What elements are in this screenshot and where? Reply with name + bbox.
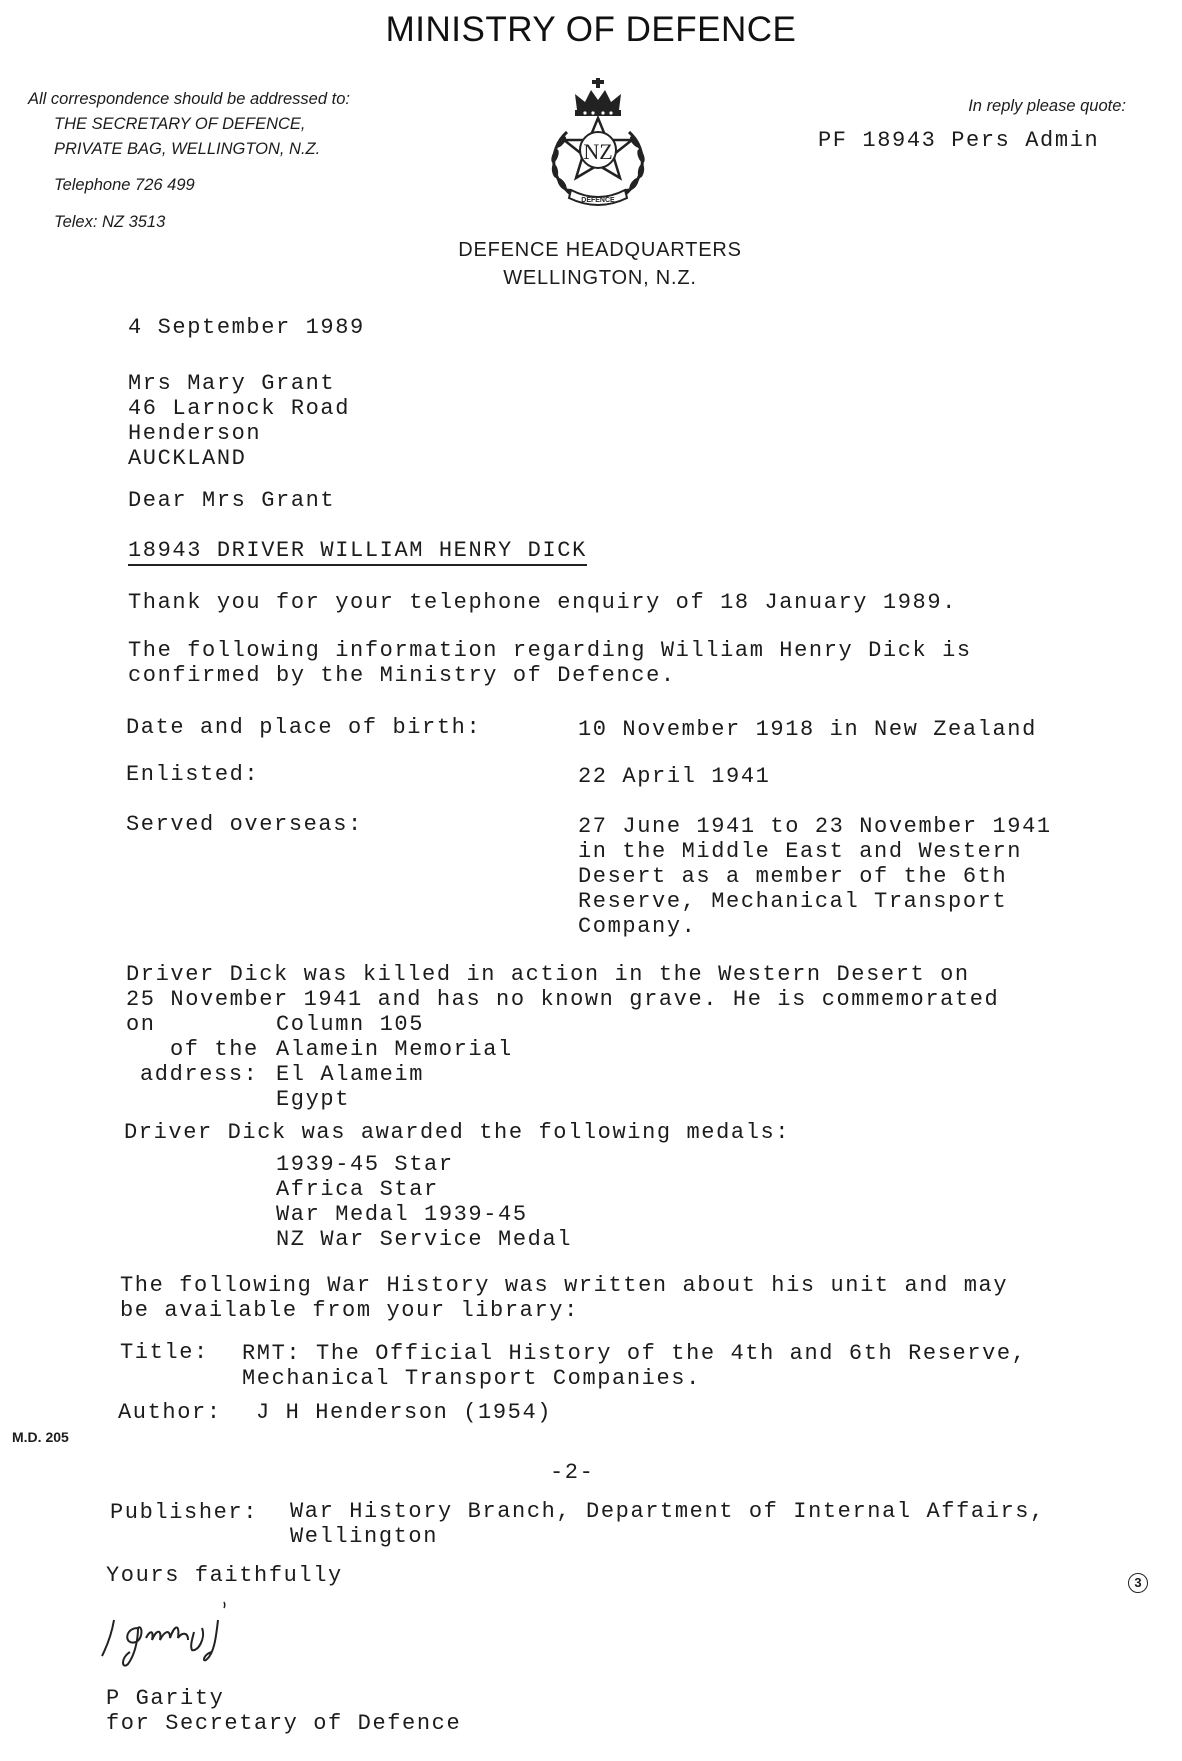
crest-letters: NZ — [583, 139, 613, 164]
form-code: M.D. 205 — [12, 1429, 69, 1445]
subject-line: 18943 DRIVER WILLIAM HENRY DICK — [128, 538, 587, 566]
memorial-address-line: El Alameim — [276, 1062, 425, 1087]
book-title-label: Title: — [120, 1340, 209, 1365]
handwritten-signature — [94, 1598, 254, 1670]
addressee-line-1: THE SECRETARY OF DEFENCE, — [54, 115, 306, 133]
page-number: -2- — [550, 1460, 595, 1485]
letter-date: 4 September 1989 — [128, 315, 365, 340]
hq-line-2: WELLINGTON, N.Z. — [503, 267, 697, 289]
signatory-role: for Secretary of Defence — [106, 1711, 462, 1736]
enlisted-label: Enlisted: — [126, 762, 260, 787]
memorial-of-the-label: of the — [170, 1037, 259, 1062]
recipient-line: AUCKLAND — [128, 446, 247, 471]
book-author: J H Henderson (1954) — [256, 1400, 553, 1425]
book-author-label: Author: — [118, 1400, 222, 1425]
memorial-column: Column 105 — [276, 1012, 425, 1037]
paragraph-confirmation: The following information regarding William Henry Dick is confirmed by the Ministry of Defence. — [128, 638, 972, 688]
book-publisher-label: Publisher: — [110, 1500, 259, 1525]
hq-address — [380, 236, 820, 292]
paragraph-enquiry: Thank you for your telephone enquiry of 18 January 1989. — [128, 590, 957, 615]
medals-intro: Driver Dick was awarded the following medals: — [124, 1120, 791, 1145]
ministry-title: MINISTRY OF DEFENCE — [385, 10, 797, 49]
addressee-line-2: PRIVATE BAG, WELLINGTON, N.Z. — [54, 140, 321, 158]
birth-value: 10 November 1918 in New Zealand — [578, 717, 1037, 742]
memorial-name: Alamein Memorial — [276, 1037, 513, 1062]
crest-scroll-text: DEFENCE — [581, 197, 615, 204]
memorial-address-label: address: — [140, 1062, 259, 1087]
memorial-on-label: on — [126, 1012, 156, 1037]
medal-item: War Medal 1939-45 — [276, 1202, 528, 1227]
paragraph-war-history: The following War History was written about his unit and may be available from your library: — [120, 1273, 1009, 1323]
page-marker: 3 — [1128, 1573, 1148, 1593]
signatory-name: P Garity — [106, 1686, 225, 1711]
paragraph-killed-in-action: Driver Dick was killed in action in the Western Desert on 25 November 1941 and has no known grave. He is commemorated — [126, 962, 1000, 1012]
correspondence-label: All correspondence should be addressed to: — [28, 90, 350, 108]
served-overseas-label: Served overseas: — [126, 812, 363, 837]
recipient-address — [128, 371, 350, 471]
telephone-number: Telephone 726 499 — [54, 176, 195, 194]
enlisted-value: 22 April 1941 — [578, 764, 771, 789]
birth-label: Date and place of birth: — [126, 715, 482, 740]
closing: Yours faithfully — [106, 1563, 343, 1588]
memorial-address-line: Egypt — [276, 1087, 351, 1112]
medal-item: NZ War Service Medal — [276, 1227, 573, 1252]
reference-number: PF 18943 Pers Admin — [818, 128, 1100, 153]
recipient-line: Henderson — [128, 421, 262, 446]
reply-label: In reply please quote: — [968, 97, 1126, 115]
medal-item: Africa Star — [276, 1177, 439, 1202]
recipient-line: Mrs Mary Grant — [128, 371, 336, 396]
book-title: RMT: The Official History of the 4th and 6th Reserve, Mechanical Transport Companies. — [242, 1341, 1027, 1391]
nz-defence-crest-icon — [537, 78, 659, 210]
telex-number: Telex: NZ 3513 — [54, 213, 166, 231]
recipient-line: 46 Larnock Road — [128, 396, 351, 421]
served-overseas-value: 27 June 1941 to 23 November 1941 in the Middle East and Western Desert as a member of the 6th Reserve, Mechanical Transport Company. — [578, 814, 1052, 939]
salutation: Dear Mrs Grant — [128, 488, 336, 513]
hq-line-1: DEFENCE HEADQUARTERS — [458, 239, 742, 261]
medal-item: 1939-45 Star — [276, 1152, 454, 1177]
book-publisher: War History Branch, Department of Internal Affairs, Wellington — [290, 1499, 1045, 1549]
medals-list — [276, 1152, 572, 1252]
